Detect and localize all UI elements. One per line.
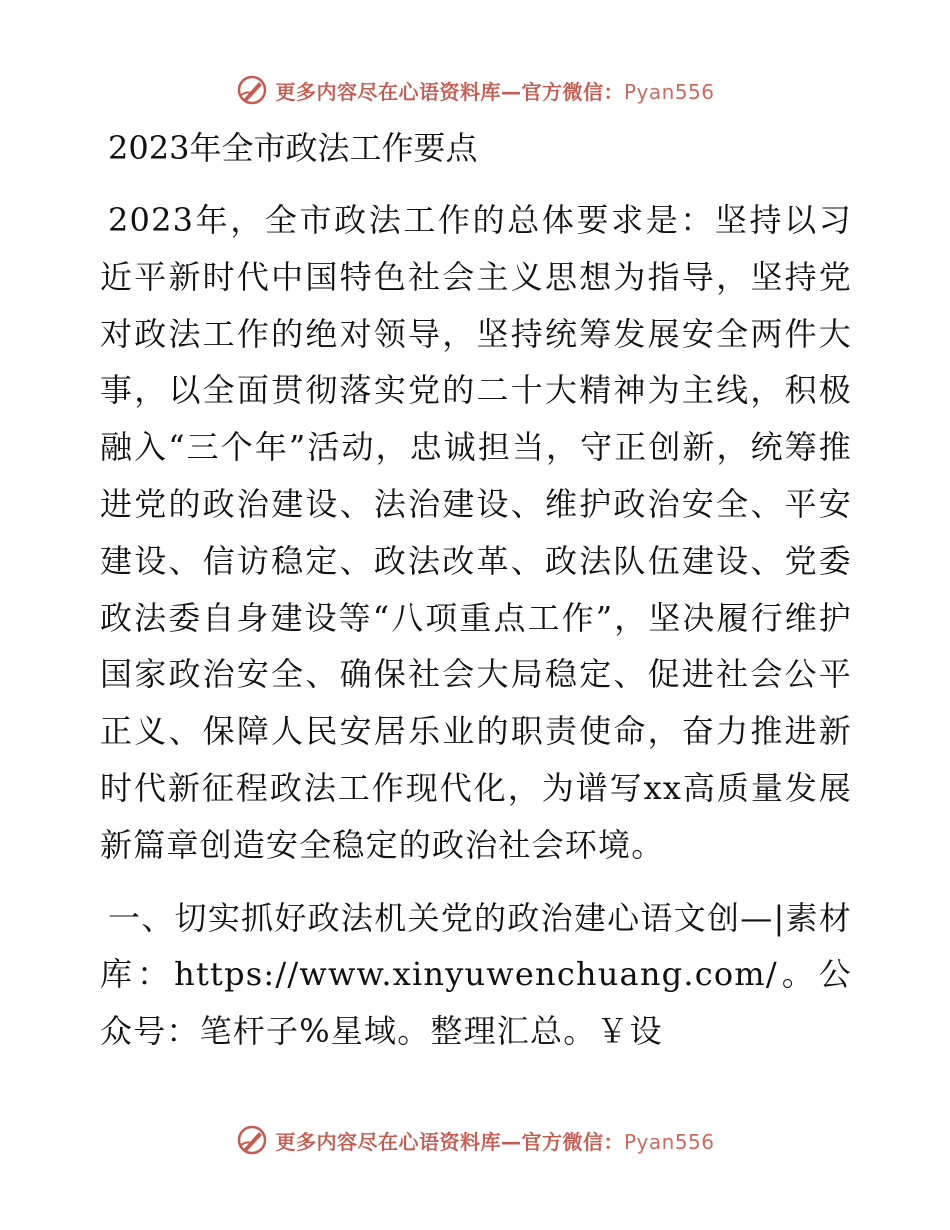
watermark-label: 更多内容尽在心语资料库—官方微信： bbox=[275, 79, 624, 104]
watermark-header bbox=[0, 72, 950, 108]
watermark-account: Pyan556 bbox=[623, 1129, 715, 1154]
paragraph-section-one: 一、切实抓好政法机关党的政治建心语文创—|素材库：https://www.xinyuwenchuang.com/。公众号：笔杆子%星域。整理汇总。￥设 bbox=[100, 898, 852, 1051]
watermark-footer bbox=[0, 1122, 950, 1158]
document-title: 2023年全市政法工作要点 bbox=[108, 129, 478, 167]
quill-logo-icon bbox=[235, 1123, 269, 1157]
quill-logo-icon bbox=[235, 73, 269, 107]
watermark-label: 更多内容尽在心语资料库—官方微信： bbox=[275, 1129, 624, 1154]
watermark-text bbox=[275, 1126, 714, 1155]
document-body bbox=[100, 120, 852, 1060]
watermark-account: Pyan556 bbox=[623, 79, 715, 104]
paragraph-overview: 2023年，全市政法工作的总体要求是：坚持以习近平新时代中国特色社会主义思想为指导，坚持党对政法工作的绝对领导，坚持统筹发展安全两件大事，以全面贯彻落实党的二十大精神为主线，积极融入“三个年”活动，忠诚担当，守正创新，统筹推进党的政治建设、法治建设、维护政治安全、平安建设、信访稳定、政法改革、政法队伍建设、党委政法委自身建设等“八项重点工作”，坚决履行维护国家政治安全、确保社会大局稳定、促进社会公平正义、保障人民安居乐业的职责使命，奋力推进新时代新征程政法工作现代化，为谱写xx高质量发展新篇章创造安全稳定的政治社会环境。 bbox=[100, 201, 852, 864]
watermark-text bbox=[275, 76, 714, 105]
